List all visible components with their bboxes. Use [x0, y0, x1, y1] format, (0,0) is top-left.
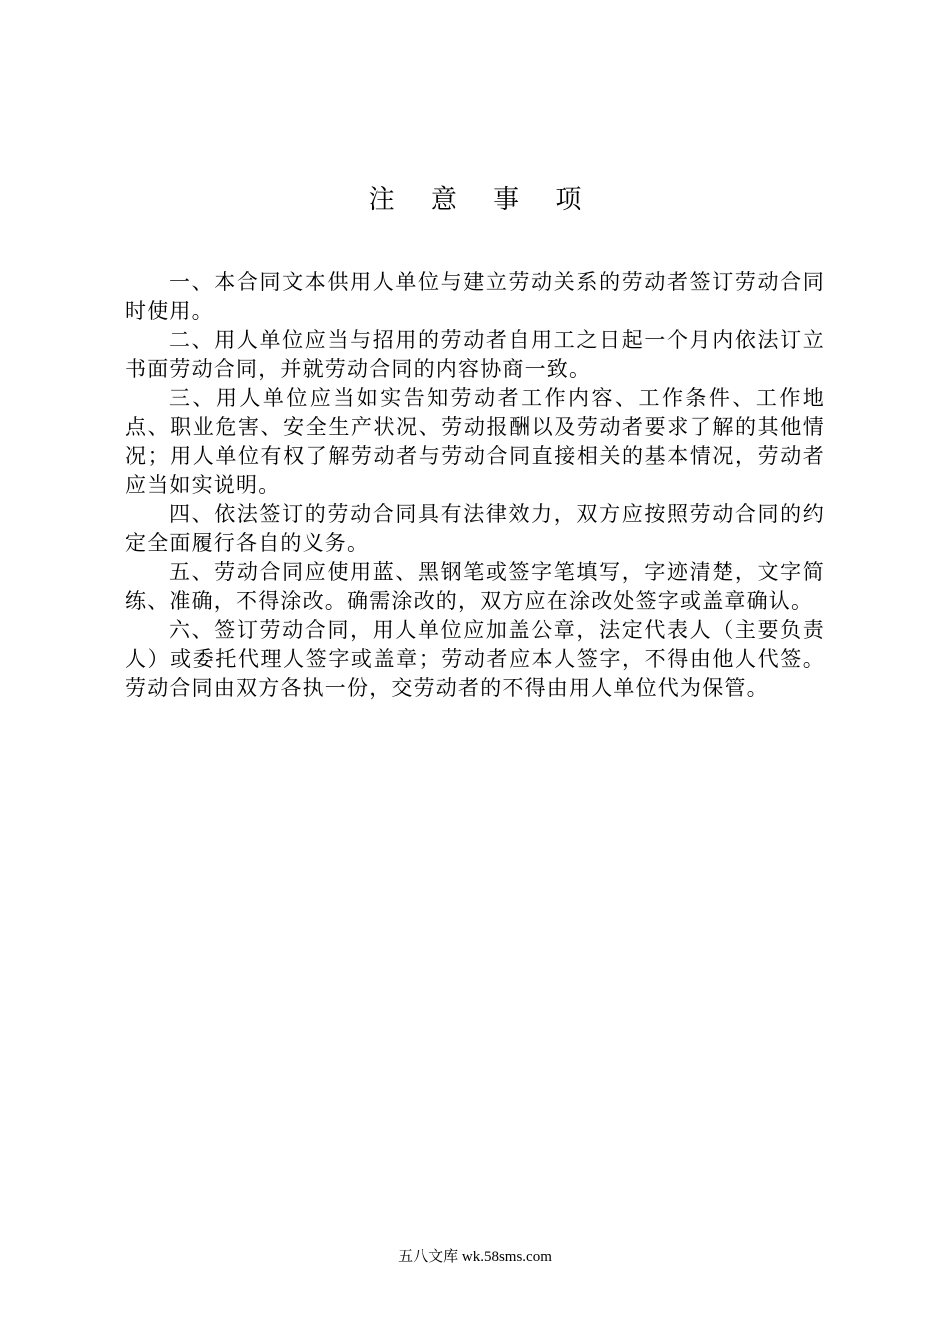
- page-footer: 五八文库 wk.58sms.com: [398, 1249, 552, 1265]
- notice-item-4: 四、依法签订的劳动合同具有法律效力，双方应按照劳动合同的约定全面履行各自的义务。: [125, 502, 825, 555]
- page-title: 注 意 事 项: [368, 185, 596, 215]
- notice-item-2: 二、用人单位应当与招用的劳动者自用工之日起一个月内依法订立书面劳动合同，并就劳动合同的内容协商一致。: [125, 328, 825, 381]
- notice-item-3: 三、用人单位应当如实告知劳动者工作内容、工作条件、工作地点、职业危害、安全生产状况、劳动报酬以及劳动者要求了解的其他情况；用人单位有权了解劳动者与劳动合同直接相关的基本情况，劳动者应当如实说明。: [125, 386, 825, 497]
- notice-item-6: 六、签订劳动合同，用人单位应加盖公章，法定代表人（主要负责人）或委托代理人签字或盖章；劳动者应本人签字，不得由他人代签。劳动合同由双方各执一份，交劳动者的不得由用人单位代为保管。: [125, 618, 825, 700]
- notice-item-1: 一、本合同文本供用人单位与建立劳动关系的劳动者签订劳动合同时使用。: [125, 270, 825, 323]
- notice-item-5: 五、劳动合同应使用蓝、黑钢笔或签字笔填写，字迹清楚，文字简练、准确，不得涂改。确需涂改的，双方应在涂改处签字或盖章确认。: [125, 560, 825, 613]
- notice-body: [125, 268, 825, 703]
